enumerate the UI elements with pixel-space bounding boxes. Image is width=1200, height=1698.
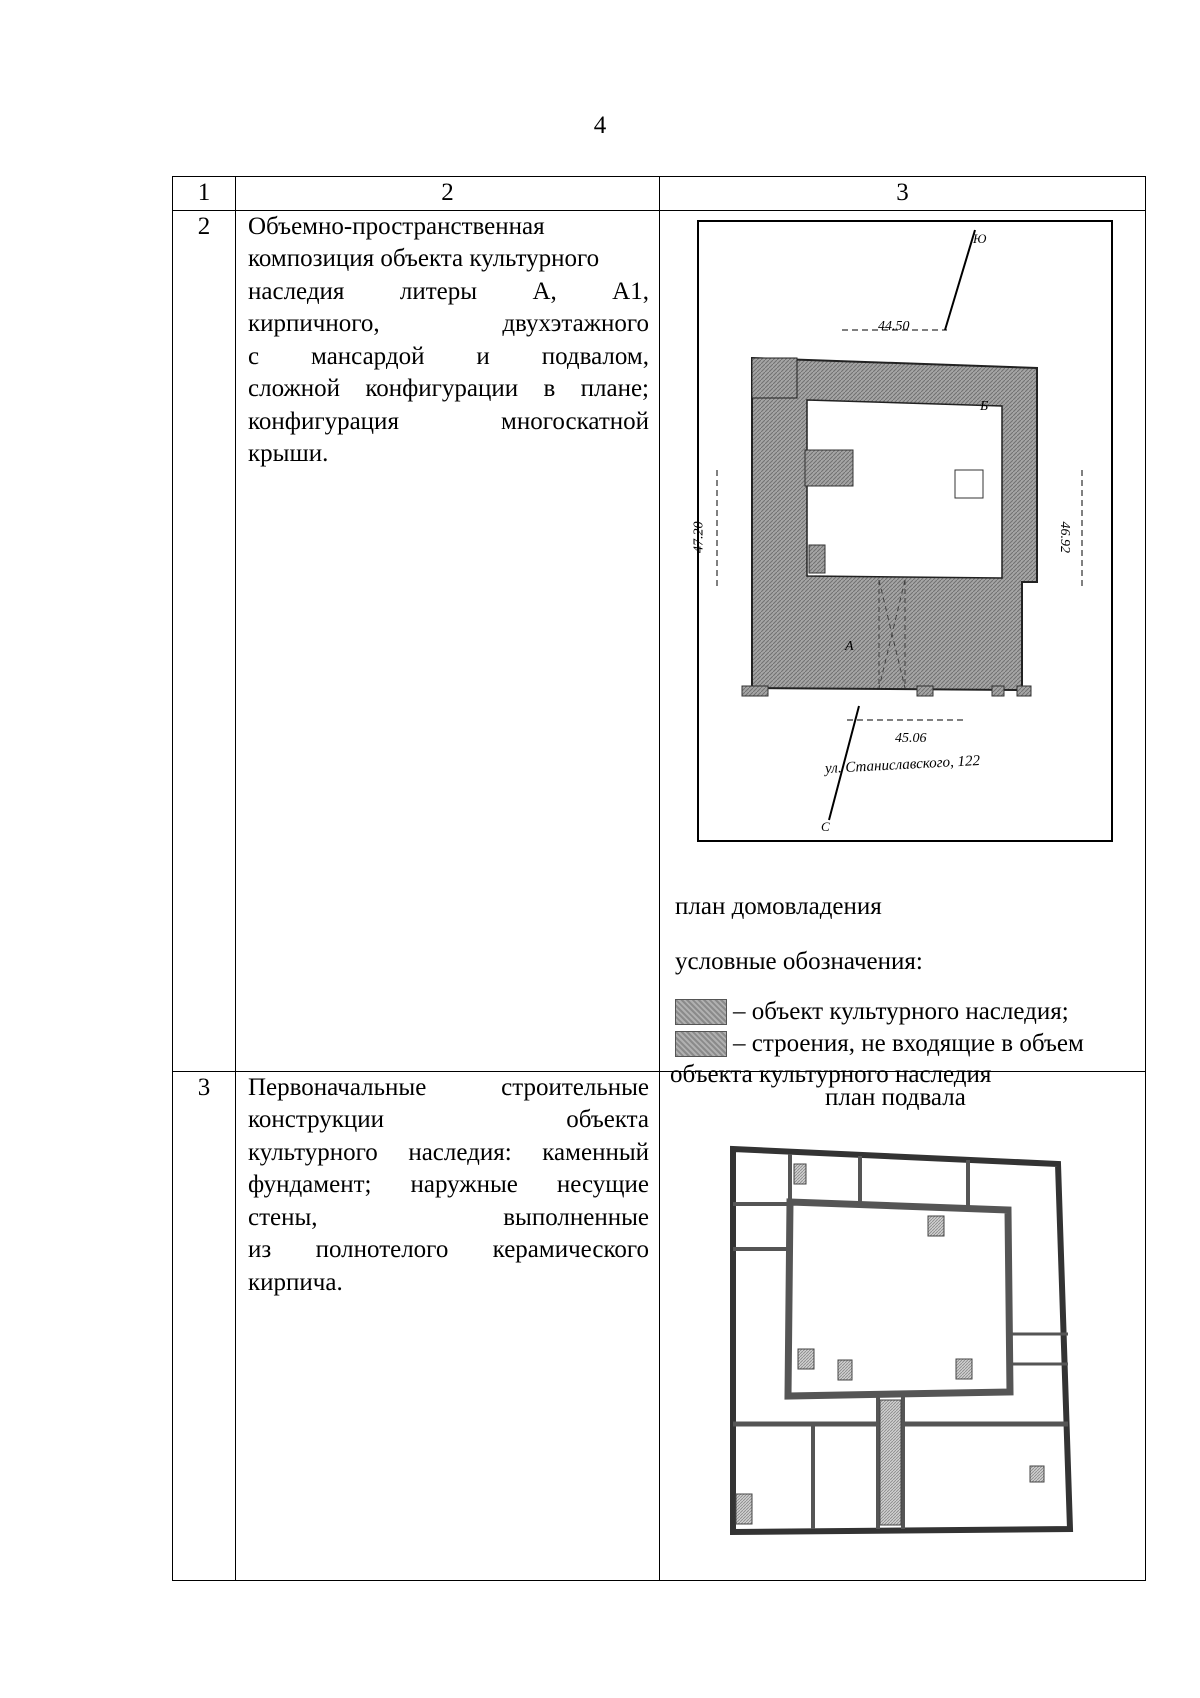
desc-line: кирпичного, двухэтажного <box>248 310 649 337</box>
desc-line: сложной конфигурации в плане; <box>248 375 649 402</box>
row-number <box>173 1071 236 1580</box>
desc-line: Объемно-пространственная <box>248 212 545 240</box>
header-col-1: 1 <box>173 177 236 211</box>
page-number: 4 <box>593 112 607 139</box>
row-image-cell <box>660 210 1146 1088</box>
row-image-cell <box>660 1071 1146 1580</box>
desc-line: крыши. <box>248 440 329 467</box>
plan-south-label: С <box>821 818 830 834</box>
desc-line: композиция объекта культурного <box>248 245 600 272</box>
legend-swatch-heritage <box>675 999 727 1025</box>
attributes-table <box>172 176 1146 1581</box>
table-header-row <box>173 177 1146 211</box>
row-description <box>236 210 660 1071</box>
plan-caption: план домовладения <box>675 892 882 920</box>
row-number-text: 2 <box>197 212 211 240</box>
desc-line: наследия литеры А, А1, <box>248 277 649 305</box>
basement-plan-drawing <box>728 1144 1076 1546</box>
row-number-text: 3 <box>197 1073 211 1101</box>
desc-line: с мансардой и подвалом, <box>248 342 649 370</box>
desc-line: Первоначальные строительные <box>248 1073 649 1101</box>
desc-line: стены, выполненные <box>248 1203 649 1231</box>
plan-north-label: Ю <box>973 230 987 246</box>
plan-right-dimension: 46.92 <box>1057 521 1072 553</box>
header-col-2: 2 <box>236 177 660 211</box>
row-description <box>236 1071 660 1580</box>
plan-left-dimension: 47.20 <box>691 521 707 553</box>
legend-title: условные обозначения: <box>675 947 923 975</box>
row-number <box>173 210 236 1071</box>
desc-line: конфигурация многоскатной <box>248 407 649 435</box>
basement-plan-caption: план подвала <box>825 1083 966 1111</box>
plan-letter-a: А <box>845 638 854 654</box>
legend-item-other: – строения, не входящие в объем <box>733 1029 1084 1057</box>
plan-street-label: ул. Станиславского, 122 <box>824 752 981 777</box>
header-col-3: 3 <box>660 177 1146 211</box>
desc-line: конструкции объекта <box>248 1106 649 1133</box>
plan-bottom-dimension: 45.06 <box>895 730 927 746</box>
legend-swatch-other <box>675 1031 727 1057</box>
desc-line: из полнотелого керамического <box>248 1236 649 1263</box>
desc-line: культурного наследия: каменный <box>248 1138 649 1166</box>
legend-item-heritage: – объект культурного наследия; <box>733 997 1069 1025</box>
plan-top-dimension: 44.50 <box>878 318 910 334</box>
table-row <box>173 210 1146 1071</box>
plan-letter-b: Б <box>980 398 989 414</box>
table-row <box>173 1071 1146 1580</box>
desc-line: кирпича. <box>248 1268 343 1296</box>
legend-item-other-cont: объекта культурного наследия <box>670 1060 992 1088</box>
desc-line: фундамент; наружные несущие <box>248 1171 649 1198</box>
